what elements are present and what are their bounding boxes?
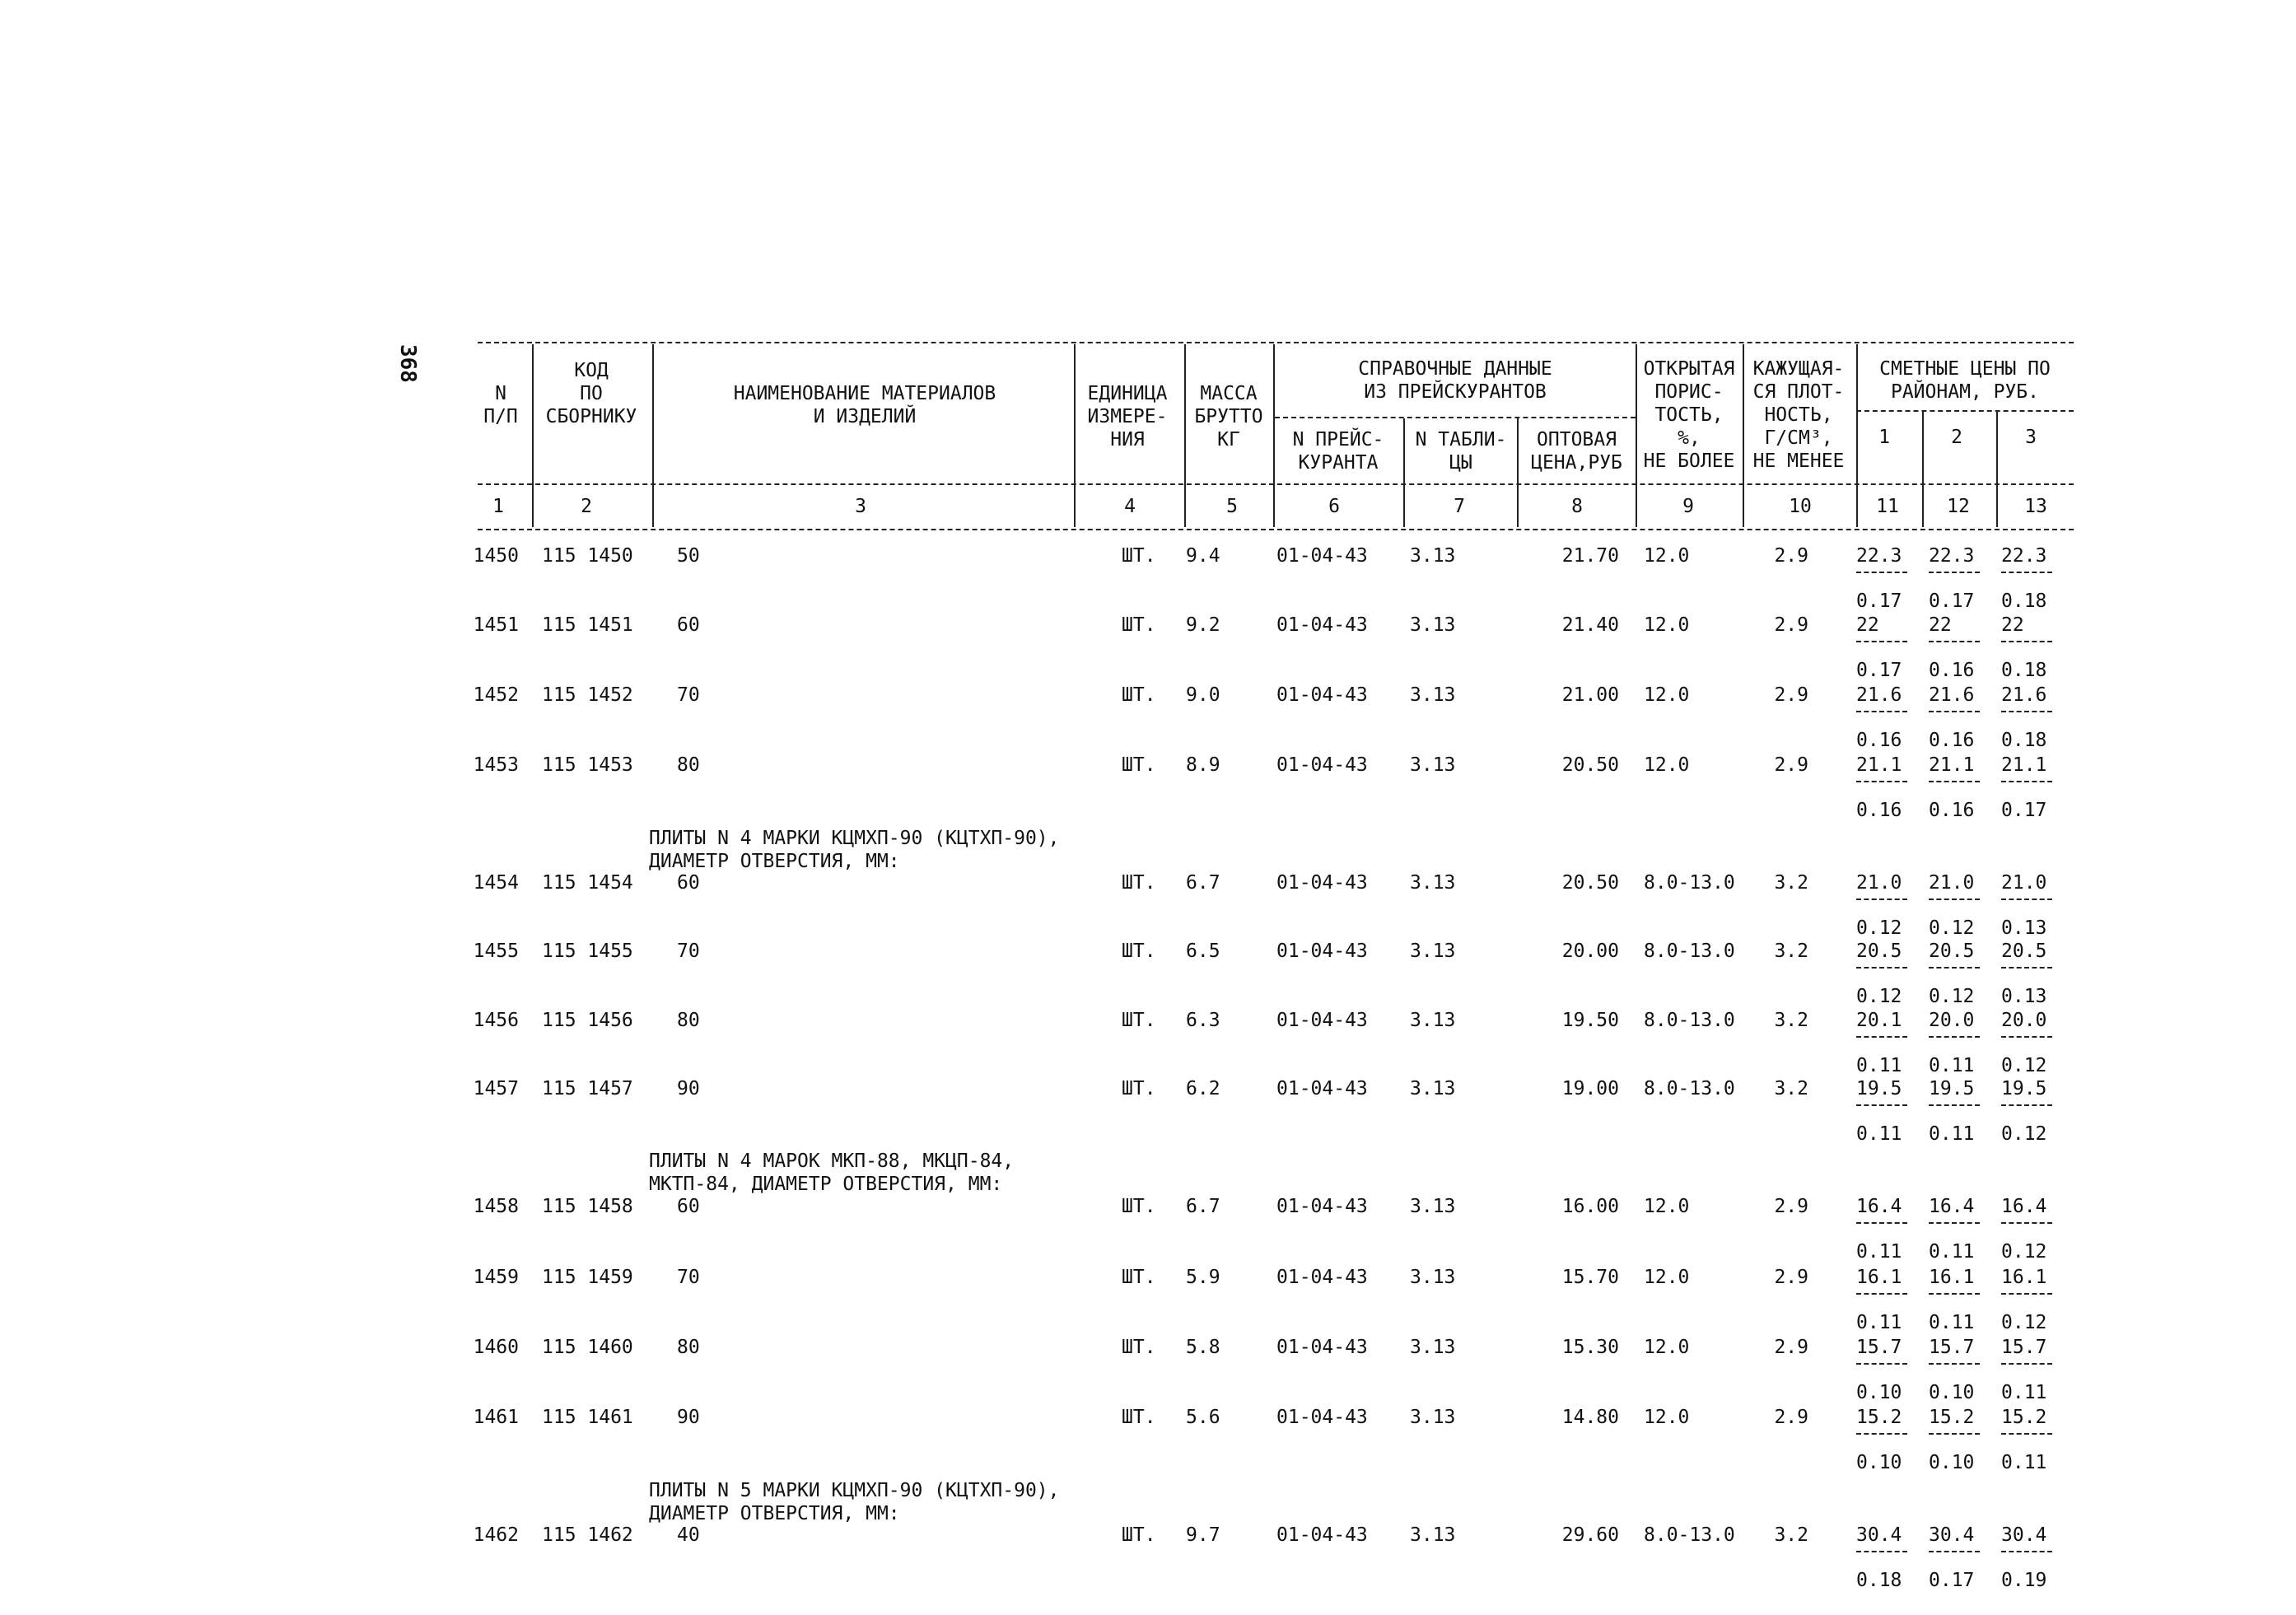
section-heading: ПЛИТЫ N 4 МАРКИ КЦМХП-90 (КЦТХП-90), ДИАМЕТР ОТВЕРСТИЯ, ММ: bbox=[649, 828, 1060, 872]
row-price-list: 01-04-43 bbox=[1276, 1524, 1368, 1546]
row-subprice-region-3: 0.12 bbox=[2001, 1312, 2047, 1333]
row-table: 3.13 bbox=[1410, 684, 1456, 706]
row-price-region-2: 22.3 bbox=[1929, 545, 1975, 567]
fraction-bar bbox=[1929, 1293, 1980, 1295]
row-subprice-region-3: 0.17 bbox=[2001, 800, 2047, 821]
row-price-region-1: 20.5 bbox=[1856, 941, 1902, 962]
row-wholesale-price: 21.40 bbox=[1561, 614, 1619, 636]
column-separator bbox=[1922, 412, 1924, 527]
row-mass: 6.2 bbox=[1186, 1078, 1220, 1099]
row-name: 80 bbox=[677, 754, 700, 776]
row-subprice-region-3: 0.13 bbox=[2001, 986, 2047, 1007]
row-table: 3.13 bbox=[1410, 754, 1456, 776]
fraction-bar bbox=[1856, 1433, 1907, 1435]
row-number: 1462 bbox=[473, 1524, 519, 1546]
row-price-region-3: 16.1 bbox=[2001, 1267, 2047, 1288]
row-table: 3.13 bbox=[1410, 1196, 1456, 1217]
row-price-region-3: 20.0 bbox=[2001, 1010, 2047, 1031]
row-code: 115 1454 bbox=[542, 872, 633, 894]
column-number: 1 bbox=[492, 496, 504, 517]
row-price-list: 01-04-43 bbox=[1276, 872, 1368, 894]
fraction-bar bbox=[1929, 1433, 1980, 1435]
row-price-region-2: 21.1 bbox=[1929, 754, 1975, 776]
row-number: 1454 bbox=[473, 872, 519, 894]
row-mass: 6.3 bbox=[1186, 1010, 1220, 1031]
row-wholesale-price: 21.00 bbox=[1561, 684, 1619, 706]
row-unit: ШТ. bbox=[1122, 941, 1156, 962]
row-subprice-region-1: 0.16 bbox=[1856, 730, 1902, 751]
row-price-region-3: 22.3 bbox=[2001, 545, 2047, 567]
row-density: 3.2 bbox=[1774, 872, 1808, 894]
column-number: 8 bbox=[1571, 496, 1583, 517]
row-subprice-region-3: 0.18 bbox=[2001, 590, 2047, 612]
row-porosity: 12.0 bbox=[1644, 614, 1690, 636]
row-name: 60 bbox=[677, 614, 700, 636]
row-price-region-2: 15.2 bbox=[1929, 1407, 1975, 1428]
row-subprice-region-2: 0.16 bbox=[1929, 730, 1975, 751]
row-table: 3.13 bbox=[1410, 1267, 1456, 1288]
column-separator bbox=[1403, 418, 1405, 527]
row-unit: ШТ. bbox=[1122, 684, 1156, 706]
row-price-region-1: 21.1 bbox=[1856, 754, 1902, 776]
row-price-region-1: 22 bbox=[1856, 614, 1879, 636]
row-code: 115 1460 bbox=[542, 1337, 633, 1358]
row-table: 3.13 bbox=[1410, 1010, 1456, 1031]
page-number: 368 bbox=[395, 344, 420, 383]
row-number: 1450 bbox=[473, 545, 519, 567]
col5-header: МАССА БРУТТО КГ bbox=[1194, 383, 1263, 450]
header-top-rule bbox=[478, 342, 2074, 343]
row-name: 80 bbox=[677, 1337, 700, 1358]
row-wholesale-price: 15.30 bbox=[1561, 1337, 1619, 1358]
col4-header: ЕДИНИЦА ИЗМЕРЕ- НИЯ bbox=[1087, 383, 1168, 450]
section-heading: ПЛИТЫ N 5 МАРКИ КЦМХП-90 (КЦТХП-90), ДИАМЕТР ОТВЕРСТИЯ, ММ: bbox=[649, 1480, 1060, 1524]
row-price-list: 01-04-43 bbox=[1276, 1407, 1368, 1428]
row-wholesale-price: 15.70 bbox=[1561, 1267, 1619, 1288]
row-density: 3.2 bbox=[1774, 1524, 1808, 1546]
column-number: 12 bbox=[1947, 496, 1970, 517]
row-subprice-region-3: 0.11 bbox=[2001, 1382, 2047, 1403]
row-name: 60 bbox=[677, 1196, 700, 1217]
fraction-bar bbox=[1929, 1036, 1980, 1038]
row-subprice-region-2: 0.16 bbox=[1929, 800, 1975, 821]
row-unit: ШТ. bbox=[1122, 1337, 1156, 1358]
col7-header: N ТАБЛИ- ЦЫ bbox=[1415, 429, 1507, 474]
col3-header: НАИМЕНОВАНИЕ МАТЕРИАЛОВ И ИЗДЕЛИЙ bbox=[733, 383, 996, 427]
fraction-bar bbox=[2001, 641, 2052, 642]
row-name: 60 bbox=[677, 872, 700, 894]
row-porosity: 12.0 bbox=[1644, 754, 1690, 776]
row-subprice-region-2: 0.17 bbox=[1929, 1570, 1975, 1591]
row-code: 115 1451 bbox=[542, 614, 633, 636]
row-price-list: 01-04-43 bbox=[1276, 1196, 1368, 1217]
fraction-bar bbox=[1929, 967, 1980, 969]
row-subprice-region-1: 0.11 bbox=[1856, 1241, 1902, 1263]
row-name: 90 bbox=[677, 1407, 700, 1428]
row-mass: 6.7 bbox=[1186, 872, 1220, 894]
row-price-region-3: 16.4 bbox=[2001, 1196, 2047, 1217]
row-subprice-region-1: 0.12 bbox=[1856, 986, 1902, 1007]
row-table: 3.13 bbox=[1410, 872, 1456, 894]
row-name: 90 bbox=[677, 1078, 700, 1099]
row-price-region-3: 20.5 bbox=[2001, 941, 2047, 962]
row-subprice-region-1: 0.17 bbox=[1856, 660, 1902, 681]
fraction-bar bbox=[2001, 899, 2052, 900]
column-separator bbox=[532, 344, 534, 527]
row-mass: 5.6 bbox=[1186, 1407, 1220, 1428]
row-table: 3.13 bbox=[1410, 1407, 1456, 1428]
fraction-bar bbox=[2001, 1036, 2052, 1038]
row-subprice-region-1: 0.11 bbox=[1856, 1123, 1902, 1145]
row-unit: ШТ. bbox=[1122, 545, 1156, 567]
fraction-bar bbox=[1856, 1036, 1907, 1038]
fraction-bar bbox=[1856, 1222, 1907, 1224]
row-code: 115 1456 bbox=[542, 1010, 633, 1031]
fraction-bar bbox=[2001, 1293, 2052, 1295]
row-wholesale-price: 20.50 bbox=[1561, 872, 1619, 894]
row-price-region-2: 21.0 bbox=[1929, 872, 1975, 894]
row-subprice-region-2: 0.11 bbox=[1929, 1312, 1975, 1333]
row-porosity: 8.0-13.0 bbox=[1644, 872, 1735, 894]
row-table: 3.13 bbox=[1410, 614, 1456, 636]
row-subprice-region-3: 0.18 bbox=[2001, 660, 2047, 681]
row-subprice-region-2: 0.11 bbox=[1929, 1241, 1975, 1263]
row-price-region-2: 15.7 bbox=[1929, 1337, 1975, 1358]
row-subprice-region-1: 0.16 bbox=[1856, 800, 1902, 821]
col10-header: КАЖУЩАЯ- СЯ ПЛОТ- НОСТЬ, Г/СМ³, НЕ МЕНЕЕ bbox=[1752, 358, 1845, 472]
row-wholesale-price: 19.00 bbox=[1561, 1078, 1619, 1099]
row-table: 3.13 bbox=[1410, 1337, 1456, 1358]
row-price-region-1: 21.6 bbox=[1856, 684, 1902, 706]
row-density: 3.2 bbox=[1774, 941, 1808, 962]
fraction-bar bbox=[1856, 1293, 1907, 1295]
fraction-bar bbox=[2001, 572, 2052, 573]
row-subprice-region-1: 0.11 bbox=[1856, 1055, 1902, 1076]
row-density: 2.9 bbox=[1774, 1407, 1808, 1428]
col9-header: ОТКРЫТАЯ ПОРИС- ТОСТЬ, %, НЕ БОЛЕЕ bbox=[1643, 358, 1735, 472]
row-code: 115 1458 bbox=[542, 1196, 633, 1217]
row-price-region-2: 16.1 bbox=[1929, 1267, 1975, 1288]
row-porosity: 8.0-13.0 bbox=[1644, 1078, 1735, 1099]
row-table: 3.13 bbox=[1410, 941, 1456, 962]
row-number: 1456 bbox=[473, 1010, 519, 1031]
row-price-region-3: 15.2 bbox=[2001, 1407, 2047, 1428]
row-subprice-region-1: 0.17 bbox=[1856, 590, 1902, 612]
column-number: 10 bbox=[1789, 496, 1812, 517]
row-porosity: 12.0 bbox=[1644, 545, 1690, 567]
row-table: 3.13 bbox=[1410, 1524, 1456, 1546]
row-subprice-region-2: 0.11 bbox=[1929, 1055, 1975, 1076]
row-price-region-2: 30.4 bbox=[1929, 1524, 1975, 1546]
row-code: 115 1461 bbox=[542, 1407, 633, 1428]
row-number: 1455 bbox=[473, 941, 519, 962]
row-price-list: 01-04-43 bbox=[1276, 941, 1368, 962]
row-unit: ШТ. bbox=[1122, 1524, 1156, 1546]
row-wholesale-price: 21.70 bbox=[1561, 545, 1619, 567]
row-porosity: 12.0 bbox=[1644, 1407, 1690, 1428]
row-name: 50 bbox=[677, 545, 700, 567]
row-unit: ШТ. bbox=[1122, 1196, 1156, 1217]
row-table: 3.13 bbox=[1410, 545, 1456, 567]
row-subprice-region-2: 0.16 bbox=[1929, 660, 1975, 681]
row-price-list: 01-04-43 bbox=[1276, 684, 1368, 706]
col13-header: 3 bbox=[2025, 427, 2037, 448]
row-unit: ШТ. bbox=[1122, 754, 1156, 776]
fraction-bar bbox=[1929, 781, 1980, 782]
row-subprice-region-2: 0.17 bbox=[1929, 590, 1975, 612]
column-number: 6 bbox=[1328, 496, 1340, 517]
fraction-bar bbox=[1929, 711, 1980, 712]
header-bottom-rule bbox=[478, 529, 2074, 530]
row-subprice-region-1: 0.18 bbox=[1856, 1570, 1902, 1591]
fraction-bar bbox=[1856, 1363, 1907, 1365]
row-mass: 5.8 bbox=[1186, 1337, 1220, 1358]
row-density: 2.9 bbox=[1774, 1337, 1808, 1358]
row-price-region-2: 22 bbox=[1929, 614, 1952, 636]
row-price-list: 01-04-43 bbox=[1276, 1337, 1368, 1358]
row-porosity: 12.0 bbox=[1644, 1267, 1690, 1288]
fraction-bar bbox=[2001, 967, 2052, 969]
row-price-region-1: 22.3 bbox=[1856, 545, 1902, 567]
row-mass: 9.7 bbox=[1186, 1524, 1220, 1546]
column-number: 5 bbox=[1226, 496, 1238, 517]
fraction-bar bbox=[1856, 899, 1907, 900]
row-number: 1458 bbox=[473, 1196, 519, 1217]
fraction-bar bbox=[1856, 967, 1907, 969]
row-unit: ШТ. bbox=[1122, 1407, 1156, 1428]
row-mass: 9.0 bbox=[1186, 684, 1220, 706]
row-mass: 5.9 bbox=[1186, 1267, 1220, 1288]
row-price-list: 01-04-43 bbox=[1276, 754, 1368, 776]
row-number: 1461 bbox=[473, 1407, 519, 1428]
row-table: 3.13 bbox=[1410, 1078, 1456, 1099]
ref-group-header: СПРАВОЧНЫЕ ДАННЫЕ ИЗ ПРЕЙСКУРАНТОВ bbox=[1358, 358, 1552, 403]
fraction-bar bbox=[2001, 1551, 2052, 1552]
row-price-region-3: 21.0 bbox=[2001, 872, 2047, 894]
col11-header: 1 bbox=[1878, 427, 1890, 448]
row-subprice-region-3: 0.11 bbox=[2001, 1452, 2047, 1473]
row-name: 70 bbox=[677, 1267, 700, 1288]
row-subprice-region-1: 0.11 bbox=[1856, 1312, 1902, 1333]
fraction-bar bbox=[1929, 1104, 1980, 1106]
row-code: 115 1457 bbox=[542, 1078, 633, 1099]
row-subprice-region-2: 0.12 bbox=[1929, 917, 1975, 939]
row-unit: ШТ. bbox=[1122, 872, 1156, 894]
row-number: 1459 bbox=[473, 1267, 519, 1288]
row-mass: 6.5 bbox=[1186, 941, 1220, 962]
column-number: 9 bbox=[1682, 496, 1694, 517]
row-density: 2.9 bbox=[1774, 1196, 1808, 1217]
row-subprice-region-3: 0.12 bbox=[2001, 1055, 2047, 1076]
row-mass: 9.2 bbox=[1186, 614, 1220, 636]
fraction-bar bbox=[1856, 641, 1907, 642]
row-porosity: 8.0-13.0 bbox=[1644, 941, 1735, 962]
row-price-list: 01-04-43 bbox=[1276, 1010, 1368, 1031]
fraction-bar bbox=[2001, 711, 2052, 712]
row-number: 1452 bbox=[473, 684, 519, 706]
row-density: 3.2 bbox=[1774, 1078, 1808, 1099]
row-name: 70 bbox=[677, 941, 700, 962]
row-unit: ШТ. bbox=[1122, 1010, 1156, 1031]
column-number: 11 bbox=[1876, 496, 1899, 517]
section-heading: ПЛИТЫ N 4 МАРОК МКП-88, МКЦП-84, МКТП-84, ДИАМЕТР ОТВЕРСТИЯ, ММ: bbox=[649, 1151, 1015, 1195]
row-mass: 6.7 bbox=[1186, 1196, 1220, 1217]
row-price-list: 01-04-43 bbox=[1276, 1078, 1368, 1099]
row-density: 3.2 bbox=[1774, 1010, 1808, 1031]
row-price-region-1: 15.2 bbox=[1856, 1407, 1902, 1428]
row-number: 1451 bbox=[473, 614, 519, 636]
row-code: 115 1462 bbox=[542, 1524, 633, 1546]
row-name: 80 bbox=[677, 1010, 700, 1031]
row-unit: ШТ. bbox=[1122, 614, 1156, 636]
row-mass: 9.4 bbox=[1186, 545, 1220, 567]
col8-header: ОПТОВАЯ ЦЕНА,РУБ bbox=[1531, 429, 1622, 474]
row-density: 2.9 bbox=[1774, 684, 1808, 706]
row-number: 1453 bbox=[473, 754, 519, 776]
row-price-region-2: 19.5 bbox=[1929, 1078, 1975, 1099]
column-number: 3 bbox=[855, 496, 866, 517]
fraction-bar bbox=[1856, 1104, 1907, 1106]
column-number: 7 bbox=[1454, 496, 1465, 517]
row-price-region-1: 20.1 bbox=[1856, 1010, 1902, 1031]
fraction-bar bbox=[2001, 781, 2052, 782]
fraction-bar bbox=[1856, 572, 1907, 573]
row-subprice-region-3: 0.18 bbox=[2001, 730, 2047, 751]
ref-group-rule bbox=[1275, 417, 1636, 418]
row-number: 1457 bbox=[473, 1078, 519, 1099]
row-price-region-3: 30.4 bbox=[2001, 1524, 2047, 1546]
fraction-bar bbox=[1929, 899, 1980, 900]
prices-group-header: СМЕТНЫЕ ЦЕНЫ ПО РАЙОНАМ, РУБ. bbox=[1879, 358, 2051, 403]
row-unit: ШТ. bbox=[1122, 1078, 1156, 1099]
fraction-bar bbox=[1929, 572, 1980, 573]
row-unit: ШТ. bbox=[1122, 1267, 1156, 1288]
row-price-region-3: 22 bbox=[2001, 614, 2024, 636]
row-code: 115 1452 bbox=[542, 684, 633, 706]
row-price-region-3: 15.7 bbox=[2001, 1337, 2047, 1358]
row-porosity: 8.0-13.0 bbox=[1644, 1524, 1735, 1546]
row-price-region-2: 16.4 bbox=[1929, 1196, 1975, 1217]
row-wholesale-price: 20.50 bbox=[1561, 754, 1619, 776]
row-name: 70 bbox=[677, 684, 700, 706]
fraction-bar bbox=[1929, 1363, 1980, 1365]
row-density: 2.9 bbox=[1774, 545, 1808, 567]
row-porosity: 8.0-13.0 bbox=[1644, 1010, 1735, 1031]
col2-header: КОД ПО СБОРНИКУ bbox=[545, 360, 637, 427]
row-price-list: 01-04-43 bbox=[1276, 614, 1368, 636]
fraction-bar bbox=[2001, 1222, 2052, 1224]
row-density: 2.9 bbox=[1774, 614, 1808, 636]
fraction-bar bbox=[1929, 641, 1980, 642]
row-price-list: 01-04-43 bbox=[1276, 1267, 1368, 1288]
prices-group-rule bbox=[1856, 410, 2074, 412]
header-numbers-rule bbox=[478, 483, 2074, 485]
column-number: 13 bbox=[2024, 496, 2047, 517]
row-porosity: 12.0 bbox=[1644, 684, 1690, 706]
row-wholesale-price: 19.50 bbox=[1561, 1010, 1619, 1031]
row-porosity: 12.0 bbox=[1644, 1337, 1690, 1358]
column-number: 4 bbox=[1124, 496, 1136, 517]
row-wholesale-price: 20.00 bbox=[1561, 941, 1619, 962]
fraction-bar bbox=[1856, 711, 1907, 712]
row-price-region-1: 30.4 bbox=[1856, 1524, 1902, 1546]
row-mass: 8.9 bbox=[1186, 754, 1220, 776]
row-price-region-1: 16.1 bbox=[1856, 1267, 1902, 1288]
row-price-region-1: 16.4 bbox=[1856, 1196, 1902, 1217]
fraction-bar bbox=[1929, 1551, 1980, 1552]
row-price-list: 01-04-43 bbox=[1276, 545, 1368, 567]
row-subprice-region-3: 0.13 bbox=[2001, 917, 2047, 939]
fraction-bar bbox=[1856, 1551, 1907, 1552]
row-code: 115 1450 bbox=[542, 545, 633, 567]
col1-header: N П/П bbox=[483, 383, 518, 427]
column-number: 2 bbox=[581, 496, 592, 517]
row-density: 2.9 bbox=[1774, 1267, 1808, 1288]
col12-header: 2 bbox=[1951, 427, 1962, 448]
row-subprice-region-3: 0.12 bbox=[2001, 1123, 2047, 1145]
row-wholesale-price: 29.60 bbox=[1561, 1524, 1619, 1546]
row-price-region-1: 15.7 bbox=[1856, 1337, 1902, 1358]
row-subprice-region-1: 0.10 bbox=[1856, 1452, 1902, 1473]
row-subprice-region-2: 0.10 bbox=[1929, 1382, 1975, 1403]
fraction-bar bbox=[2001, 1104, 2052, 1106]
row-wholesale-price: 14.80 bbox=[1561, 1407, 1619, 1428]
row-code: 115 1455 bbox=[542, 941, 633, 962]
row-price-region-3: 21.6 bbox=[2001, 684, 2047, 706]
col6-header: N ПРЕЙС- КУРАНТА bbox=[1292, 429, 1384, 474]
fraction-bar bbox=[2001, 1363, 2052, 1365]
row-price-region-2: 20.0 bbox=[1929, 1010, 1975, 1031]
row-number: 1460 bbox=[473, 1337, 519, 1358]
row-price-region-1: 21.0 bbox=[1856, 872, 1902, 894]
row-price-region-2: 20.5 bbox=[1929, 941, 1975, 962]
row-code: 115 1453 bbox=[542, 754, 633, 776]
row-wholesale-price: 16.00 bbox=[1561, 1196, 1619, 1217]
row-subprice-region-3: 0.19 bbox=[2001, 1570, 2047, 1591]
row-subprice-region-3: 0.12 bbox=[2001, 1241, 2047, 1263]
row-subprice-region-1: 0.10 bbox=[1856, 1382, 1902, 1403]
row-name: 40 bbox=[677, 1524, 700, 1546]
row-price-region-2: 21.6 bbox=[1929, 684, 1975, 706]
fraction-bar bbox=[1929, 1222, 1980, 1224]
row-subprice-region-2: 0.10 bbox=[1929, 1452, 1975, 1473]
row-code: 115 1459 bbox=[542, 1267, 633, 1288]
row-subprice-region-2: 0.11 bbox=[1929, 1123, 1975, 1145]
row-price-region-1: 19.5 bbox=[1856, 1078, 1902, 1099]
row-subprice-region-2: 0.12 bbox=[1929, 986, 1975, 1007]
fraction-bar bbox=[2001, 1433, 2052, 1435]
fraction-bar bbox=[1856, 781, 1907, 782]
column-separator bbox=[1996, 412, 1998, 527]
row-price-region-3: 21.1 bbox=[2001, 754, 2047, 776]
row-subprice-region-1: 0.12 bbox=[1856, 917, 1902, 939]
row-porosity: 12.0 bbox=[1644, 1196, 1690, 1217]
column-separator bbox=[652, 344, 654, 527]
row-density: 2.9 bbox=[1774, 754, 1808, 776]
row-price-region-3: 19.5 bbox=[2001, 1078, 2047, 1099]
